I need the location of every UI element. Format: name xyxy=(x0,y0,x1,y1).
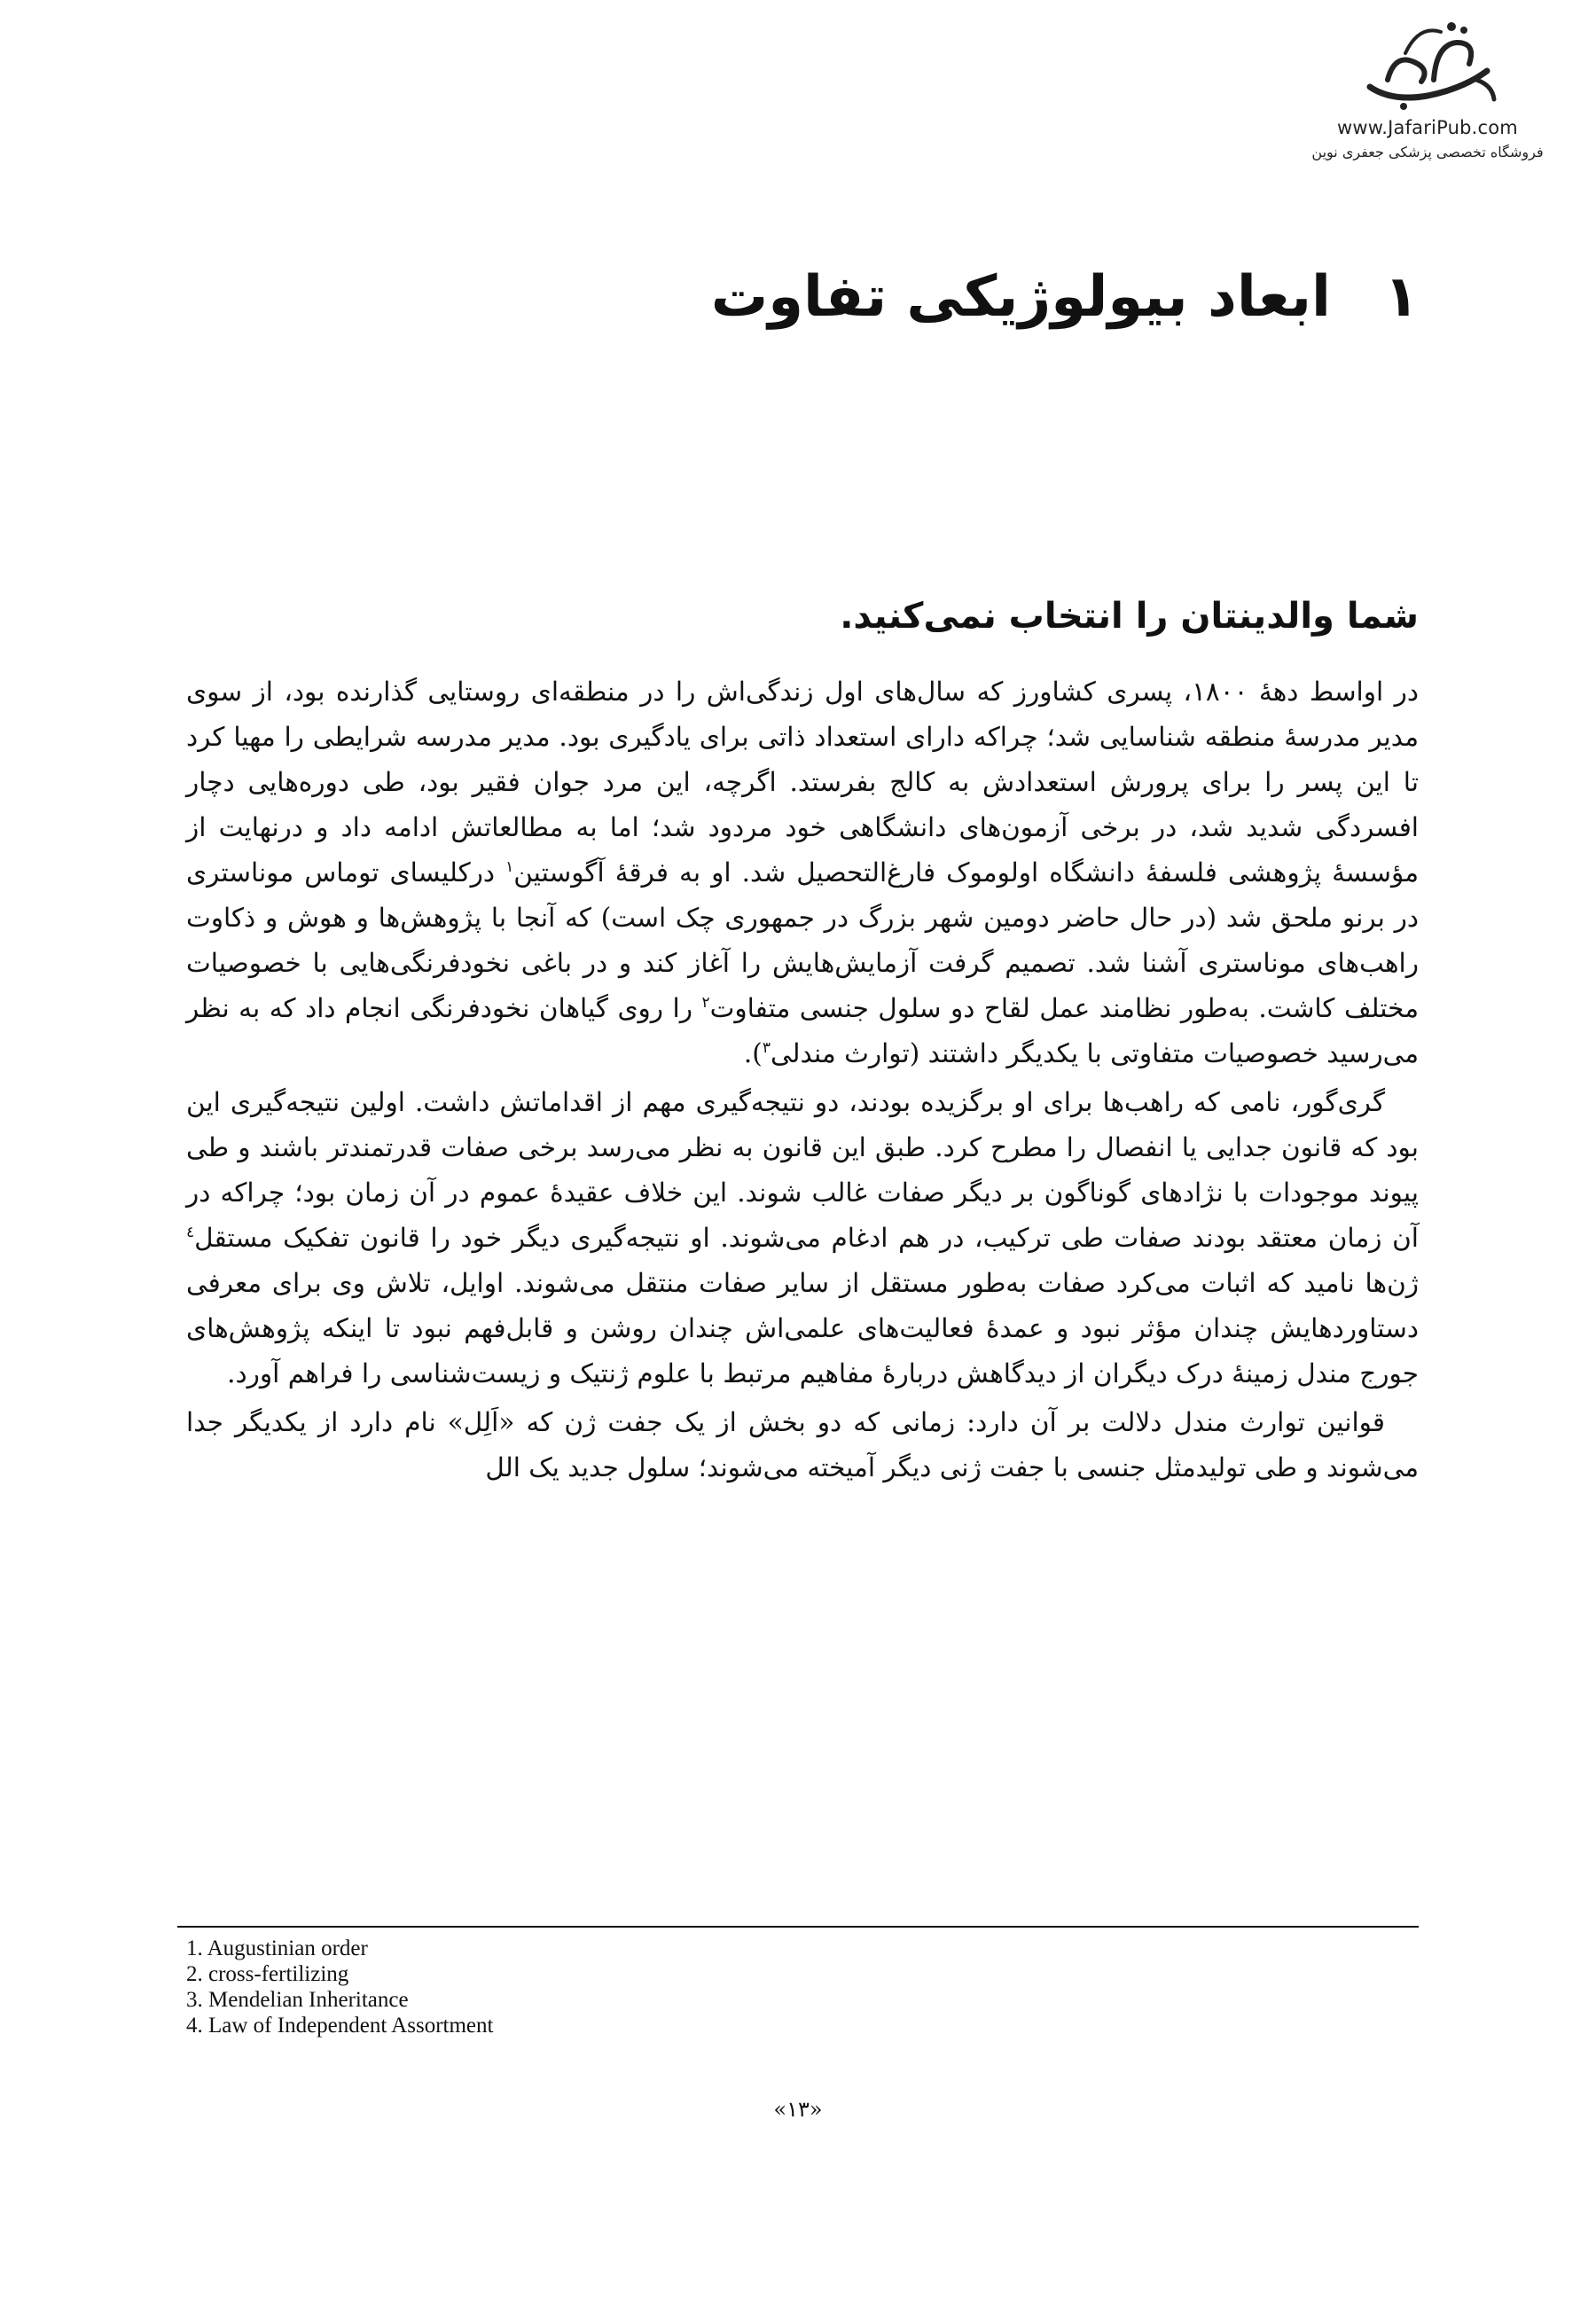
paragraph-text: ژن‌ها نامید که اثبات می‌کرد صفات به‌طور مستقل از سایر صفات منتقل می‌شوند. اوایل، تلاش وی برای معرفی دستاوردهایش چندان مؤثر نبود و عمدۀ فعالیت‌های علمی‌اش چندان روشن و قابل‌فهم نبود تا اینکه پژوهش‌های جورج مندل زمینۀ درک دیگران از دیدگاهش دربارۀ مفاهیم مرتبط با علوم ژنتیک و زیست‌شناسی را فراهم آورد. xyxy=(186,1268,1419,1389)
page-number: «۱۳» xyxy=(773,2097,823,2122)
section-heading: شما والدینتان را انتخاب نمی‌کنید. xyxy=(840,596,1419,637)
paragraph-text: ). xyxy=(743,1038,763,1068)
paragraph-text: درکلیسای توماس موناستری در برنو ملحق شد (در حال حاضر دومین شهر بزرگ در جمهوری چک است) که آنجا با پژوهش‌ها و هوش و ذکاوت راهب‌های موناستری آشنا شد. تصمیم گرفت آزمایش‌هایش را آغاز کند و در باغی نخودفرنگی‌هایی با خصوصیات مختلف کاشت. به‌طور نظامند عمل لقاح دو سلول جنسی متفاوت xyxy=(186,857,1419,1023)
footnotes-list xyxy=(186,1936,984,2038)
chapter-title xyxy=(177,257,1419,337)
footnote-ref: ٣ xyxy=(762,1039,771,1058)
publisher-store-name: فروشگاه تخصصی پزشکی جعفری نوین xyxy=(1311,144,1544,160)
footnote-divider xyxy=(177,1926,1419,1928)
paragraph-text: را روی گیاهان نخودفرنگی انجام داد که به نظر می‌رسید خصوصیات متفاوتی با یکدیگر داشتند (توارث مندلی xyxy=(186,993,1419,1068)
footnote-ref: ٤ xyxy=(186,1224,195,1242)
publisher-logo xyxy=(1295,18,1561,182)
footnote-item: 3. Mendelian Inheritance xyxy=(186,1988,409,2012)
paragraph-2 xyxy=(186,1080,1419,1396)
footnote-item: 2. cross-fertilizing xyxy=(186,1962,349,1986)
body-text xyxy=(186,669,1419,1490)
footnote-ref: ١ xyxy=(505,858,514,877)
footnote-item: 1. Augustinian order xyxy=(186,1936,368,1960)
publisher-url: www.JafariPub.com xyxy=(1337,117,1518,138)
paragraph-1 xyxy=(186,669,1419,1076)
jafari-calligraphy-logo-icon xyxy=(1352,18,1503,115)
chapter-number: ١ xyxy=(1383,264,1419,330)
footnote-ref: ٢ xyxy=(701,994,710,1013)
paragraph-3: قوانین توارث مندل دلالت بر آن دارد: زمانی که دو بخش از یک جفت ژن که «اَلِل» نام دارد از یکدیگر جدا می‌شوند و طی تولیدمثل جنسی با جفت ژنی دیگر آمیخته می‌شوند؛ سلول جدید یک الل xyxy=(186,1407,1419,1482)
paragraph-text: گری‌گور، نامی که راهب‌ها برای او برگزیده بودند، دو نتیجه‌گیری مهم از اقداماتش داشت. اولین نتیجه‌گیری این بود که قانون جدایی یا انفصال را مطرح کرد. طبق این قانون به نظر می‌رسد برخی صفات قدرتمندتر باشند و طی پیوند موجودات با نژادهای گوناگون بر دیگر صفات غالب شوند. این خلاف عقیدۀ عموم در آن زمان بود؛ چراکه در آن زمان معتقد بودند صفات طی ترکیب، در هم ادغام می‌شوند. او نتیجه‌گیری دیگر خود را قانون تفکیک مستقل xyxy=(186,1087,1419,1253)
footnote-item: 4. Law of Independent Assortment xyxy=(186,2014,494,2038)
chapter-title-text: ابعاد بیولوژیکی تفاوت xyxy=(710,264,1331,330)
paragraph-text: در اواسط دهۀ ۱۸۰۰، پسری کشاورز که سال‌های اول زندگی‌اش را در منطقه‌ای روستایی گذارنده بود، از سوی مدیر مدرسۀ منطقه شناسایی شد؛ چراکه دارای استعداد ذاتی برای یادگیری بود. مدیر مدرسه شرایطی را مهیا کرد تا این پسر را برای پرورش استعدادش به کالج بفرستد. اگرچه، این مرد جوان فقیر بود، طی دوره‌هایی دچار افسردگی شدید شد، در برخی آزمون‌های دانشگاهی خود مردود شد؛ اما به مطالعاتش ادامه داد و درنهایت از مؤسسۀ پژوهشی فلسفۀ دانشگاه اولوموک فارغ‌التحصیل شد. او به فرقۀ آگوستین xyxy=(186,677,1419,888)
